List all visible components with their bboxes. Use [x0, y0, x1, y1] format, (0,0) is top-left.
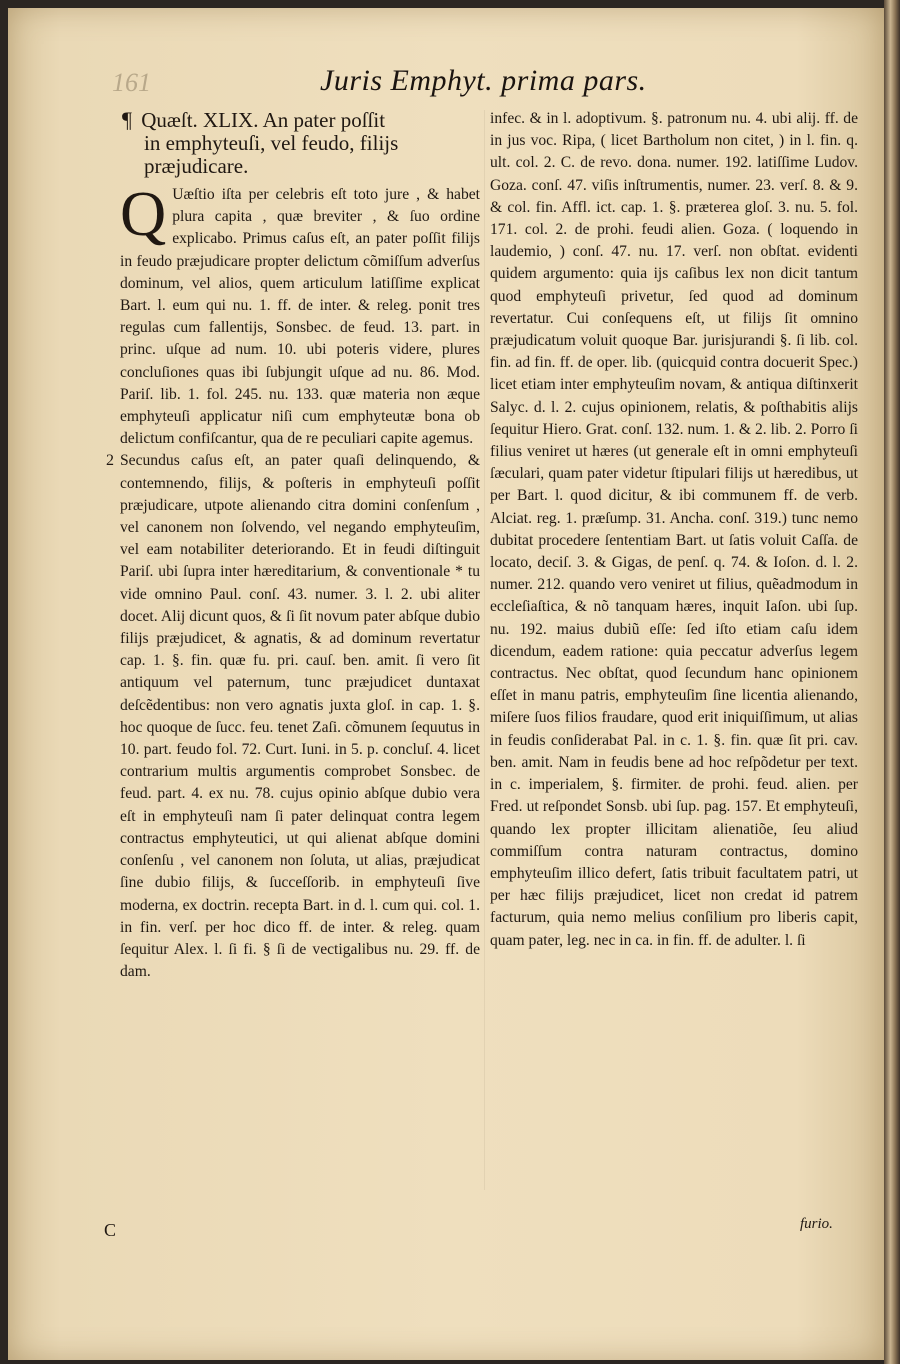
running-title: Juris Emphyt. prima pars.	[320, 64, 647, 97]
column-gutter	[484, 110, 485, 1190]
running-head	[98, 60, 658, 110]
paragraph-1-text: Uæſtio iſta per celebris eſt toto jure , & habet plura capita , quæ breviter , & ſuo ordine explicabo. Primus caſus eſt, an pater poſſit filijs in feudo præjudicare propter delictum cõmiſſum adverſus dominum, vel alios, quem articulum latiſſime explicat Bart. l. eum qui nu. 1. ff. de inter. & releg. ponit tres regulas cum fallentijs, Sonsbec. de feud. 13. part. in princ. uſque ad num. 10. ubi poteris videre, plures concluſiones quas ibi ſubjungit uſque ad nu. 86. Mod. Pariſ. lib. 1. fol. 245. nu. 133. quæ materia non æque emphyteuſi applicatur niſi cum emphyteutæ bona ob delictum confiſcantur, qua de re peculiari capite agemus.	[120, 186, 480, 448]
folio-number: 161	[112, 68, 151, 97]
margin-number-2: 2	[106, 452, 114, 470]
question-title-rest: in emphyteuſi, vel feudo, filijs præjudicare.	[144, 131, 399, 178]
drop-cap: Q	[120, 178, 167, 249]
paragraph-1	[120, 178, 480, 450]
pilcrow-mark: ¶	[122, 107, 132, 132]
catchword: furio.	[800, 1216, 833, 1232]
paragraph-2	[106, 450, 480, 983]
right-column-text: infec. & in l. adoptivum. §. patronum nu. 4. ubi alij. ff. de in jus voc. Ripa, ( licet Bartholum non citet, ) in l. fin. q. ult. col. 2. C. de revo. dona. numer. 192. latiſſime Ludov. Goza. conſ. 47. viſis inſtrumentis, numer. 23. verſ. 8. & 9. & col. fin. Affl. ict. cap. 1. §. præterea gloſ. 3. nu. 5. fol. 171. col. 2. de prohi. feudi alien. Goza. ( loquendo in laudemio, ) conſ. 47. nu. 17. verſ. non obſtat. evidenti quidem argumento: quia ijs caſibus lex non dicit tantum quod emphyteuſi privetur, ſed quod ad dominum revertatur. Cui conſequens eſt, ut filijs ſit omnino præjudicatum voluit quoque Bar. jurisjurandi §. ſi lib. col. fin. ad fin. ff. de oper. lib. (quicquid contra docuerit Spec.) licet etiam inter emphyteuſim novam, & antiqua diſtinxerit Salyc. d. l. 2. cujus opinionem, relatis, & poſthabitis alijs ſequitur Hiero. Grat. conſ. 132. num. 1. & 2. lib. 2. Porro ſi filius veniret ut hæres (ut generale eſt in omni emphyteuſi ſæculari, quam pater videtur ſtipulari filijs ut hæredibus, ut per Bart. l. quod dicitur, & ibi communem ff. de verb. Alciat. reg. 1. præſump. 31. Ancha. conſ. 319.) tunc nemo dubitat procedere ſententiam Bart. ut ſatis voluit Caſſa. de locato, deciſ. 3. & Gigas, de penſ. q. 74. & Ioſon. d. l. 2. numer. 212. quando vero veniret ut filius, quẽadmodum in eccleſiaſtica, & nõ tanquam hæres, inquit Iaſon. ubi ſup. nu. 192. maius dubiũ eſſe: ſed iſto etiam caſu idem dicendum, eadem ratione: quia peccatur adverſus legem contractus. Nec obſtat, quod ſecundum hanc opinionem eſſet in manu patris, emphyteuſim ſine licentia alienando, miſere ſuos filios fraudare, quod erit iniquiſſimum, ut alias in feudis conſiderabat Pal. in c. 1. §. fin. quæ ſit pri. cav. ben. amit. Nam in feudis bene ad hoc reſpõdetur per text. in c. imperialem, §. firmiter. de prohi. feud. alien. per Fred. ut reſpondet Sonsb. ubi ſup. pag. 157. Et emphyteuſi, quando lex propter illicitam alienatiõe, ſeu aliud commiſſum contra naturam contractus, domino emphyteuſim illico defert, ſatis tribuit facultatem patri, ut per hæc filijs præjudicet, licet non credat id patrem facturum, quia nemo melius conſilium pro liberis capit, quam pater, leg. nec in ca. in fin. ff. de adulter. l. ſi	[490, 110, 858, 949]
book-page	[8, 8, 884, 1360]
question-heading	[122, 108, 480, 178]
signature-mark: C	[104, 1220, 117, 1240]
paragraph-2-text: Secundus caſus eſt, an pater quaſi delinquendo, & contemnendo, filijs, & poſteris in emphyteuſi poſſit præjudicare, utpote alienando citra domini conſenſum , vel canonem non ſolvendo, vel negando emphyteuſim, vel eam notabiliter deteriorando. Et in feudi diſtinguit Pariſ. ubi ſupra inter hæreditarium, & conventionale * tu vide omnino Paul. conſ. 43. numer. 3. l. 2. ubi aliter docet. Alij dicunt quos, & ſi ſit novum pater abſque dubio filijs præjudicet, & agnatis, & ad dominum revertatur cap. 1. §. fin. quæ fu. pri. cauſ. ben. amit. ſi vero ſit antiquum vel paternum, tunc præjudicet duntaxat deſcẽdentibus: non vero agnatis juxta gloſ. in cap. 1. §. hoc quoque de ſucc. feu. tenet Zaſi. cõmunem ſequutus in 10. part. feudo fol. 72. Curt. Iuni. in 5. p. concluſ. 4. licet contrarium multis argumentis comprobet Sonsbec. de feud. part. 4. ex nu. 78. cujus opinio abſque dubio vera eſt in emphyteuſi nam ſi pater delinquat contra legem contractus emphyteutici, ut qui alienat abſque domini conſenſu , vel canonem non ſoluta, ut alias, præjudicat ſine dubio filijs, & ſucceſſorib. in emphyteuſi ſive moderna, ex doctrin. recepta Bart. in d. l. cum qui. col. 1. in fin. verſ. per hoc dico ff. de inter. & releg. quam ſequitur Alex. l. ſi fi. § ſi de vectigalibus nu. 29. ff. de dam.	[120, 452, 480, 981]
question-title-first: An pater poſſit	[262, 108, 386, 132]
page-edge	[884, 0, 900, 1364]
left-column	[106, 107, 480, 983]
question-label: Quæſt. XLIX.	[141, 108, 259, 132]
right-column	[490, 108, 858, 952]
